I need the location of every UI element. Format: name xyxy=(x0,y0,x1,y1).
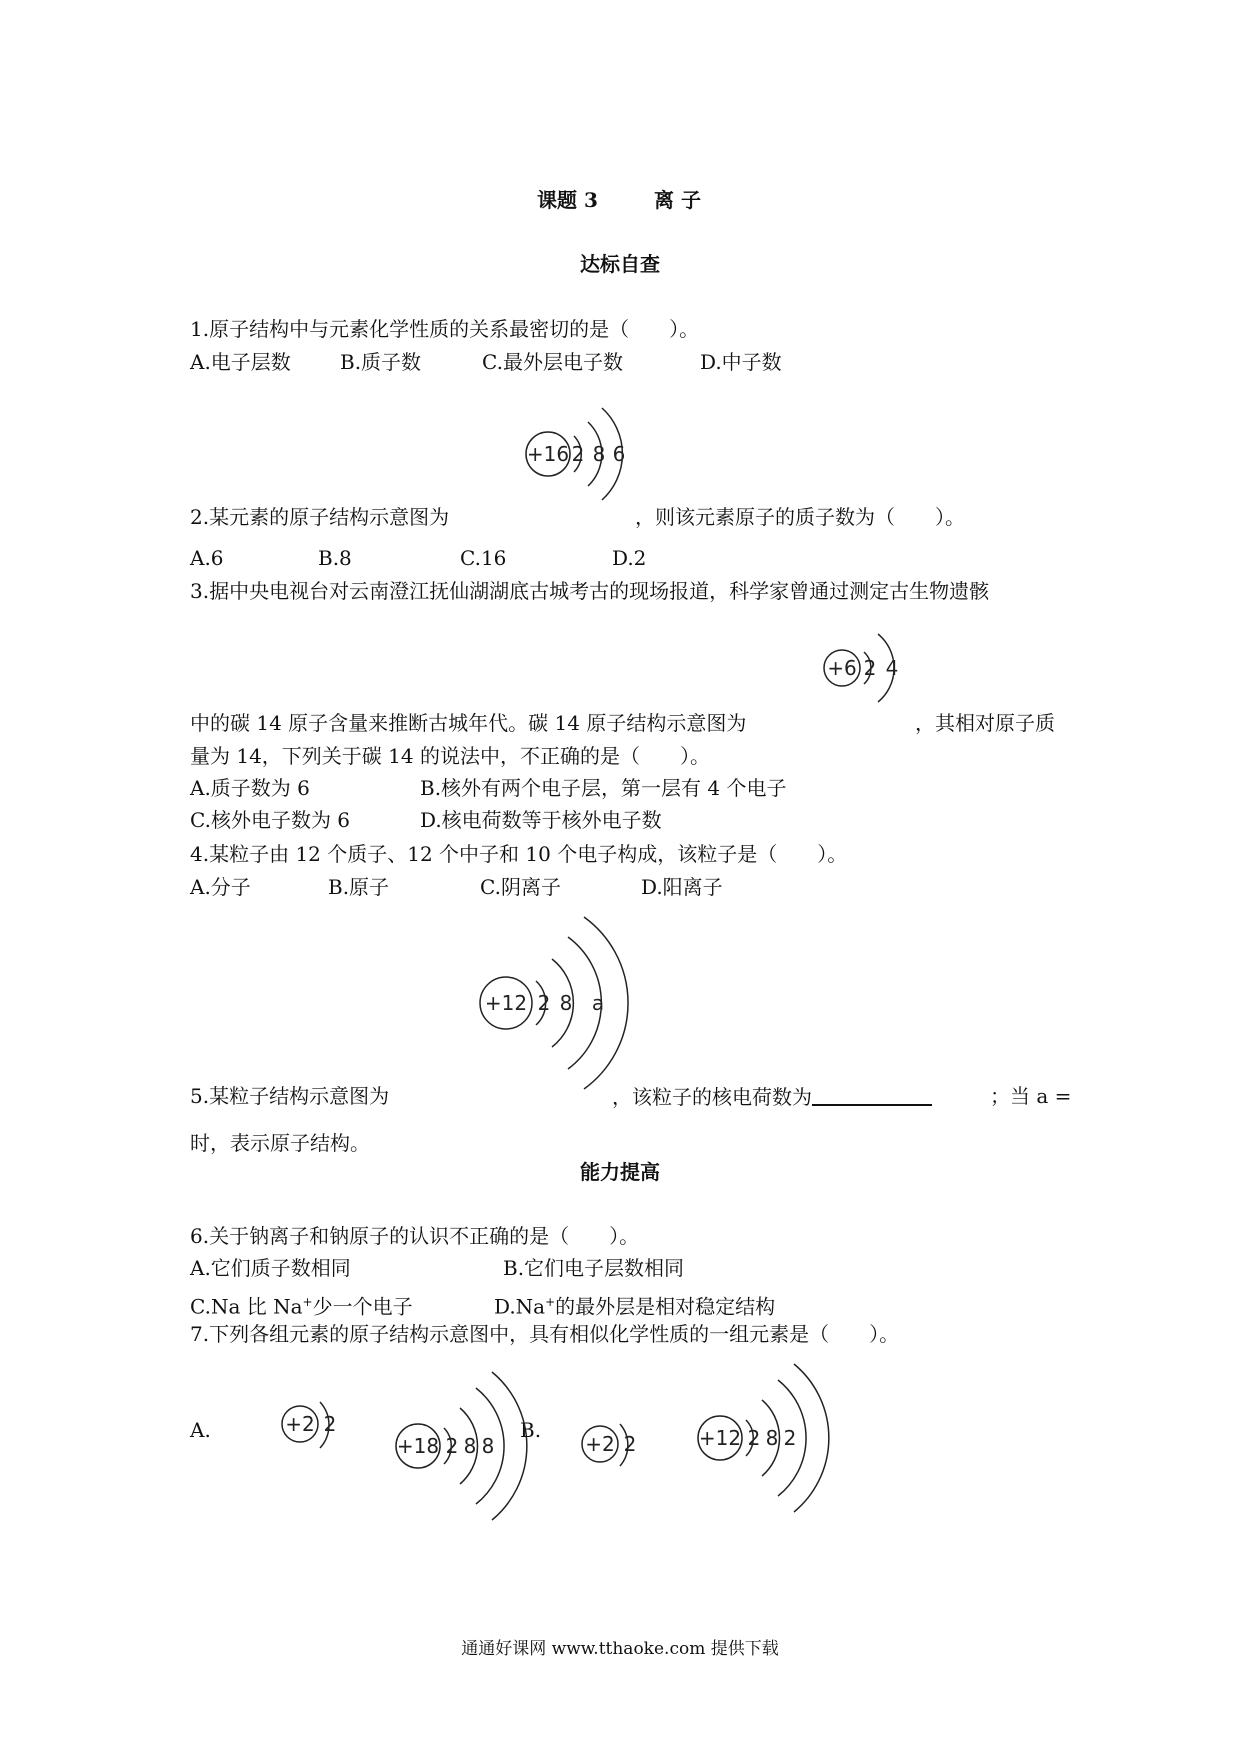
q1-stem: 1.原子结构中与元素化学性质的关系最密切的是（ ）。 xyxy=(190,317,700,341)
q5-shell-2-electrons: 8 xyxy=(559,991,573,1015)
q7-a-atom-1-diagram xyxy=(278,1390,348,1460)
q6-option-c xyxy=(190,1290,413,1319)
q3-shell-1-electrons: 2 xyxy=(863,656,877,680)
q2-shell-3-electrons: 6 xyxy=(612,442,626,466)
q3-option-b: B.核外有两个电子层，第一层有 4 个电子 xyxy=(420,776,787,800)
q7-b-atom-1-shell-1: 2 xyxy=(623,1432,637,1456)
q7-b-atom-2-shell-1: 2 xyxy=(747,1426,761,1450)
q5-answer-blank[interactable] xyxy=(812,1084,932,1106)
q5-stem-mid xyxy=(612,1084,932,1109)
q3-stem-line1: 3.据中央电视台对云南澄江抚仙湖湖底古城考古的现场报道，科学家曾通过测定古生物遗骸 xyxy=(190,579,990,603)
q2-option-a: A.6 xyxy=(190,546,224,570)
q1-option-c: C.最外层电子数 xyxy=(482,350,623,374)
q2-shell-1-electrons: 2 xyxy=(571,442,585,466)
q6-option-c-pre: C.Na 比 Na xyxy=(190,1294,303,1319)
q3-nucleus-label: +6 xyxy=(827,656,857,680)
q6-option-d-pre: D.Na xyxy=(494,1294,546,1319)
q1-option-d: D.中子数 xyxy=(700,350,782,374)
q5-nucleus-label: +12 xyxy=(484,991,528,1015)
footer-credit: 通通好课网 www.tthaoke.com 提供下载 xyxy=(461,1639,779,1659)
q4-stem: 4.某粒子由 12 个质子、12 个中子和 10 个电子构成，该粒子是（ ）。 xyxy=(190,842,848,866)
q7-a-atom-2-shell-2: 8 xyxy=(463,1434,477,1458)
q6-option-b: B.它们电子层数相同 xyxy=(503,1256,685,1280)
q3-option-c: C.核外电子数为 6 xyxy=(190,808,351,832)
q4-option-a: A.分子 xyxy=(190,875,251,899)
q2-option-d: D.2 xyxy=(612,546,647,570)
q5-shell-3-electrons: a xyxy=(591,991,605,1015)
q6-option-c-sup: + xyxy=(302,1295,313,1309)
q2-option-c: C.16 xyxy=(460,546,507,570)
q1-option-b: B.质子数 xyxy=(340,350,422,374)
q7-option-a: A. xyxy=(190,1418,211,1442)
q6-option-d-post: 的最外层是相对稳定结构 xyxy=(555,1294,776,1319)
q6-option-d-sup: + xyxy=(545,1295,556,1309)
q2-atom-structure-diagram xyxy=(520,390,630,520)
q7-a-atom-2-diagram xyxy=(388,1370,518,1520)
q6-stem: 6.关于钠离子和钠原子的认识不正确的是（ ）。 xyxy=(190,1224,640,1248)
q4-option-c: C.阴离子 xyxy=(480,875,561,899)
q7-option-b: B. xyxy=(520,1418,542,1442)
q7-a-atom-2-shell-3: 8 xyxy=(481,1434,495,1458)
q2-shell-2-electrons: 8 xyxy=(592,442,606,466)
section-heading-improve: 能力提高 xyxy=(580,1160,660,1184)
q7-b-atom-1-diagram xyxy=(578,1410,648,1480)
q5-stem-post: ；当 a = xyxy=(990,1084,1072,1108)
q3-stem-line2-pre: 中的碳 14 原子含量来推断古城年代。碳 14 原子结构示意图为 xyxy=(190,711,747,735)
q3-option-d: D.核电荷数等于核外电子数 xyxy=(420,808,662,832)
q5-stem-pre: 5.某粒子结构示意图为 xyxy=(190,1084,390,1108)
q7-a-atom-1-shell-1: 2 xyxy=(323,1412,337,1436)
q7-b-atom-1-nucleus: +2 xyxy=(585,1432,615,1456)
q2-option-b: B.8 xyxy=(318,546,352,570)
q7-a-atom-1-nucleus: +2 xyxy=(285,1412,315,1436)
q5-shell-1-electrons: 2 xyxy=(537,991,551,1015)
q7-b-atom-2-diagram xyxy=(690,1362,820,1512)
q2-nucleus-label: +16 xyxy=(526,442,570,466)
q3-shell-2-electrons: 4 xyxy=(885,656,899,680)
q7-b-atom-2-shell-2: 8 xyxy=(765,1426,779,1450)
q6-option-d xyxy=(494,1290,775,1319)
q6-option-a: A.它们质子数相同 xyxy=(190,1256,351,1280)
q7-b-atom-2-shell-3: 2 xyxy=(783,1426,797,1450)
q3-stem-line3: 量为 14，下列关于碳 14 的说法中，不正确的是（ ）。 xyxy=(190,744,710,768)
q6-option-c-post: 少一个电子 xyxy=(312,1294,413,1319)
q1-option-a: A.电子层数 xyxy=(190,350,291,374)
q4-option-b: B.原子 xyxy=(328,875,390,899)
q2-stem-pre: 2.某元素的原子结构示意图为 xyxy=(190,505,450,529)
lesson-number: 课题 3 xyxy=(537,188,598,212)
q5-atom-structure-diagram xyxy=(472,915,622,1095)
q7-stem: 7.下列各组元素的原子结构示意图中，具有相似化学性质的一组元素是（ ）。 xyxy=(190,1322,900,1346)
q2-stem-post: ，则该元素原子的质子数为（ ）。 xyxy=(635,505,965,529)
q4-option-d: D.阳离子 xyxy=(641,875,723,899)
q7-a-atom-2-shell-1: 2 xyxy=(445,1434,459,1458)
q3-stem-line2-post: ，其相对原子质 xyxy=(915,711,1055,735)
q5-stem-mid-text: ，该粒子的核电荷数为 xyxy=(612,1085,812,1109)
q3-atom-structure-diagram xyxy=(818,620,908,720)
q3-option-a: A.质子数为 6 xyxy=(190,776,310,800)
q7-b-atom-2-nucleus: +12 xyxy=(698,1426,742,1450)
lesson-topic: 离 子 xyxy=(654,188,701,212)
q5-stem-line2: 时，表示原子结构。 xyxy=(190,1131,370,1155)
section-heading-self-check: 达标自查 xyxy=(580,252,660,276)
q7-a-atom-2-nucleus: +18 xyxy=(396,1434,440,1458)
